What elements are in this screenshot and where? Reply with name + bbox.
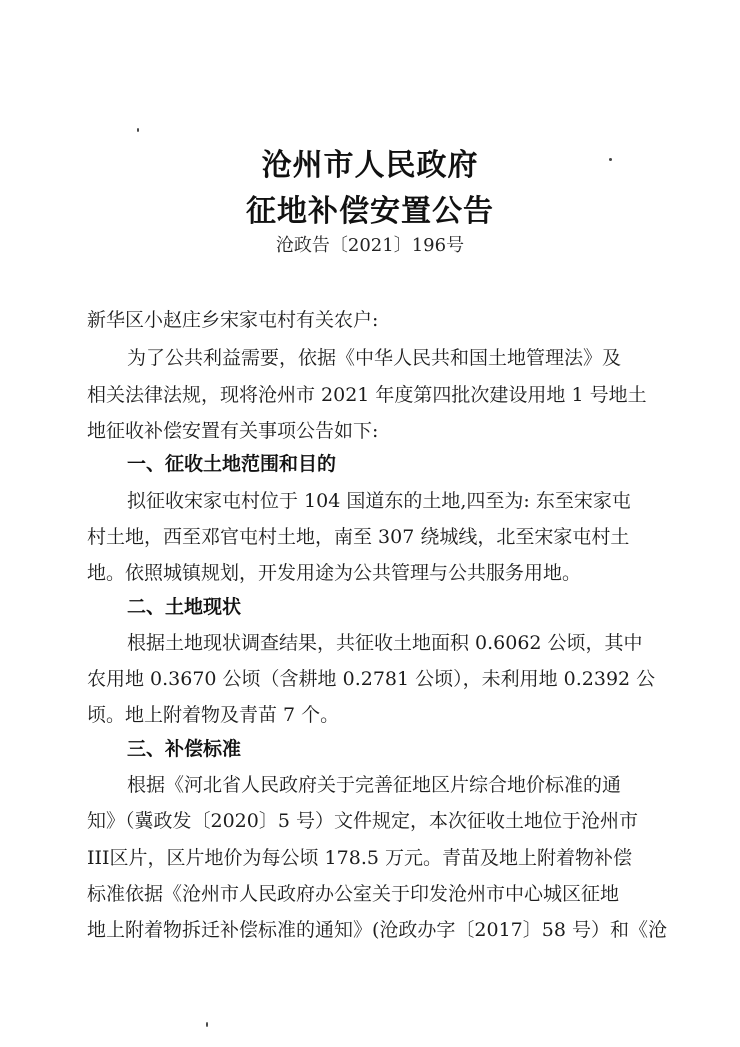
- addressee: 新华区小赵庄乡宋家屯村有关农户:: [87, 309, 379, 331]
- section-heading-compensation: 三、补偿标准: [127, 738, 242, 760]
- paragraph-line: 地上附着物拆迁补偿标准的通知》(沧政办字〔2017〕58 号）和《沧: [87, 919, 667, 941]
- paragraph-line: 标准依据《沧州市人民政府办公室关于印发沧州市中心城区征地: [87, 883, 620, 905]
- document-number: 沧政告〔2021〕196号: [275, 235, 465, 256]
- paragraph-line: 农用地 0.3670 公顷（含耕地 0.2781 公顷），未利用地 0.2392 公: [87, 668, 656, 690]
- paragraph-line: 拟征收宋家屯村位于 104 国道东的土地,四至为: 东至宋家屯: [127, 490, 631, 512]
- paragraph-line: 地。依照城镇规划，开发用途为公共管理与公共服务用地。: [87, 562, 582, 584]
- paragraph-line: 根据土地现状调查结果，共征收土地面积 0.6062 公顷，其中: [127, 632, 643, 654]
- paragraph-line: 顷。地上附着物及青苗 7 个。: [87, 704, 340, 726]
- section-heading-scope: 一、征收土地范围和目的: [127, 453, 337, 475]
- scan-speck: [137, 128, 139, 132]
- paragraph-line: 村土地，西至邓官屯村土地，南至 307 绕城线，北至宋家屯村土: [87, 526, 630, 548]
- scan-speck: [206, 1022, 208, 1027]
- document-title-line2: 征地补偿安置公告: [246, 194, 494, 229]
- section-heading-status: 二、土地现状: [127, 596, 242, 618]
- document-title-line1: 沧州市人民政府: [261, 148, 479, 183]
- paragraph-line: 根据《河北省人民政府关于完善征地区片综合地价标准的通: [127, 774, 622, 796]
- intro-line: 地征收补偿安置有关事项公告如下:: [87, 420, 379, 442]
- paragraph-line: III区片，区片地价为每公顷 178.5 万元。青苗及地上附着物补偿: [87, 847, 632, 869]
- paragraph-line: 知》（冀政发〔2020〕5 号）文件规定，本次征收土地位于沧州市: [87, 810, 638, 832]
- intro-line: 为了公共利益需要，依据《中华人民共和国土地管理法》及: [127, 347, 622, 369]
- intro-line: 相关法律法规，现将沧州市 2021 年度第四批次建设用地 1 号地土: [87, 384, 647, 406]
